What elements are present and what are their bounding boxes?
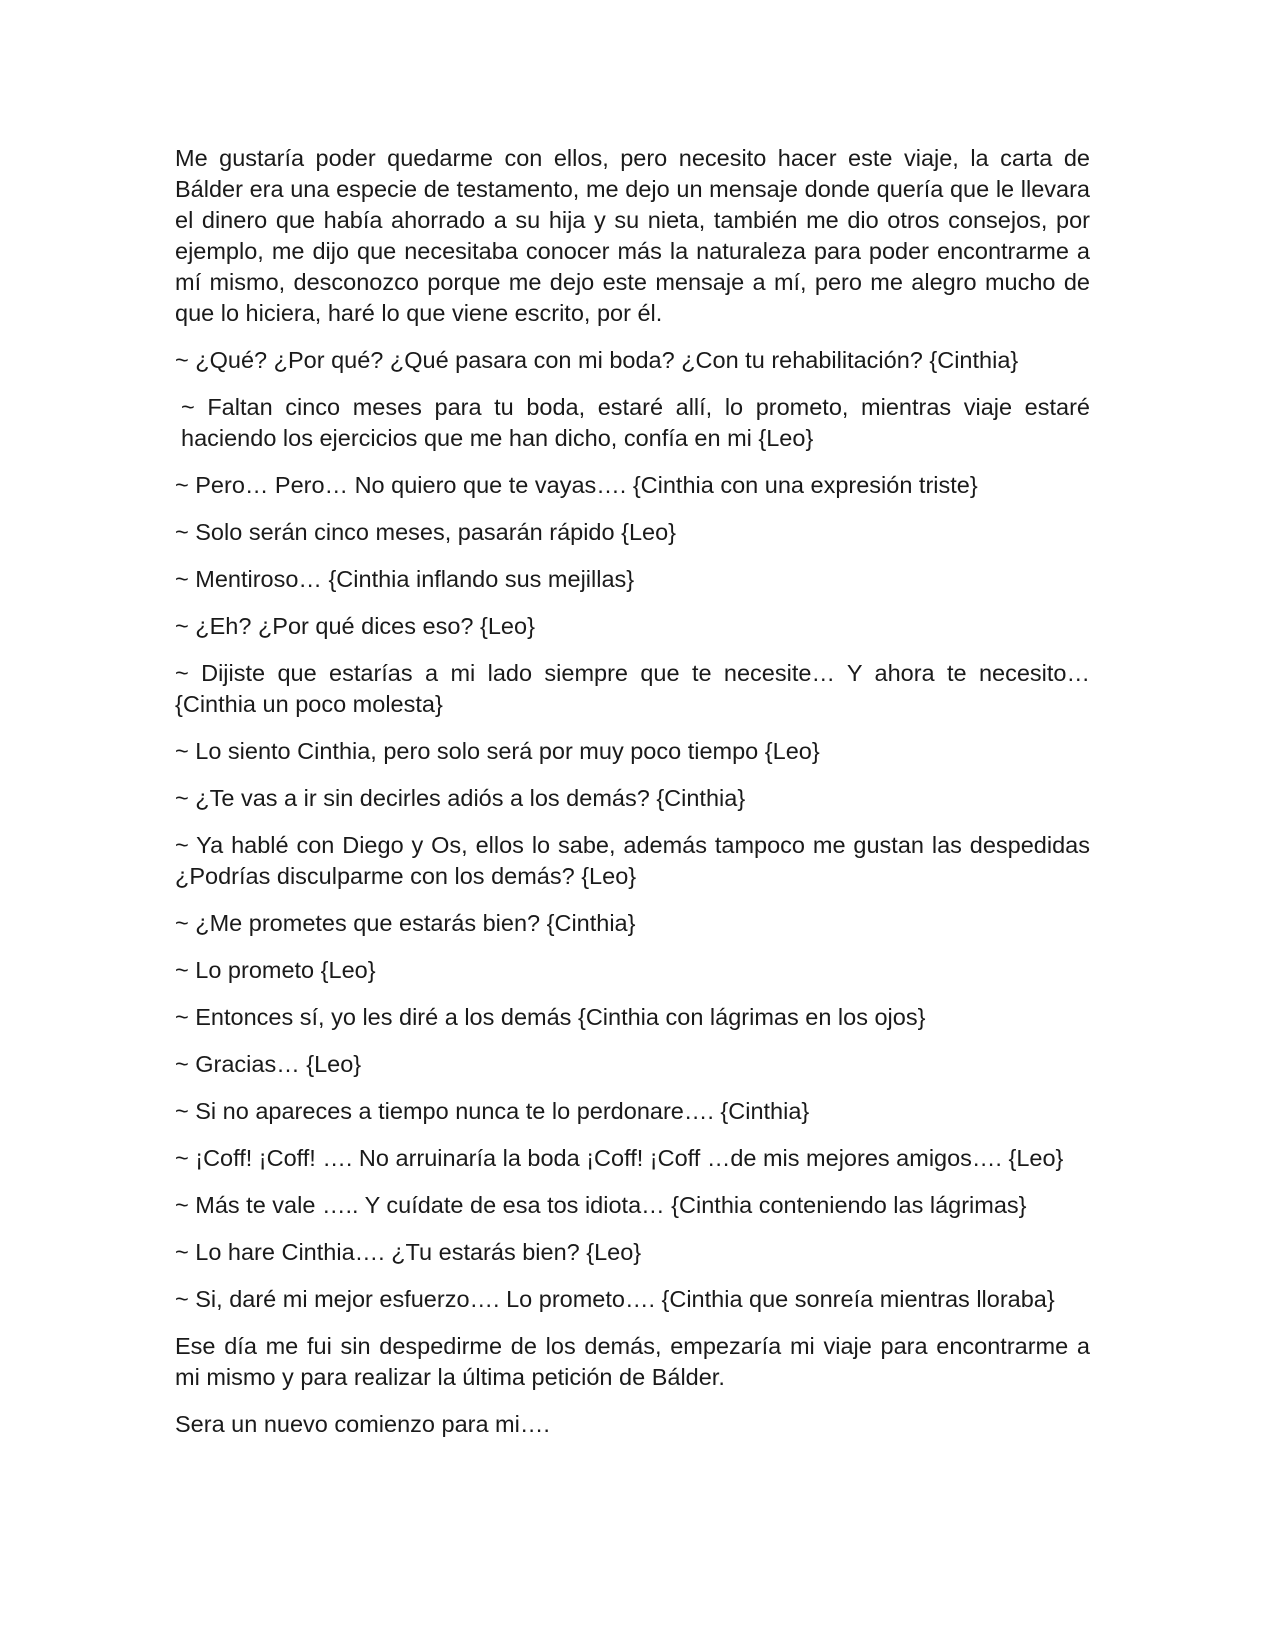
closing-line: Sera un nuevo comienzo para mi…. xyxy=(175,1411,550,1437)
dialogue-line: ~ Mentiroso… {Cinthia inflando sus mejillas} xyxy=(175,566,635,592)
dialogue-line: ~ ¿Me prometes que estarás bien? {Cinthia} xyxy=(175,910,636,936)
narration-paragraph: Ese día me fui sin despedirme de los demás, empezaría mi viaje para encontrarme a mi mismo y para realizar la última petición de Bálder. xyxy=(175,1333,1090,1390)
dialogue-line: ~ ¿Eh? ¿Por qué dices eso? {Leo} xyxy=(175,613,535,639)
dialogue-line: ~ ¡Coff! ¡Coff! …. No arruinaría la boda ¡Coff! ¡Coff …de mis mejores amigos…. {Leo} xyxy=(175,1145,1064,1171)
dialogue-line: ~ ¿Qué? ¿Por qué? ¿Qué pasara con mi boda? ¿Con tu rehabilitación? {Cinthia} xyxy=(175,347,1019,373)
dialogue-line: ~ Dijiste que estarías a mi lado siempre que te necesite… Y ahora te necesito… {Cinthia un poco molesta} xyxy=(175,660,1090,717)
dialogue-line: ~ Solo serán cinco meses, pasarán rápido {Leo} xyxy=(175,519,677,545)
document-page xyxy=(175,143,1090,1456)
dialogue-line: ~ ¿Te vas a ir sin decirles adiós a los demás? {Cinthia} xyxy=(175,785,746,811)
dialogue-line: ~ Pero… Pero… No quiero que te vayas…. {Cinthia con una expresión triste} xyxy=(175,472,978,498)
dialogue-line: ~ Lo siento Cinthia, pero solo será por muy poco tiempo {Leo} xyxy=(175,738,820,764)
dialogue-line: ~ Lo prometo {Leo} xyxy=(175,957,376,983)
dialogue-line: ~ Gracias… {Leo} xyxy=(175,1051,362,1077)
dialogue-line: ~ Si no apareces a tiempo nunca te lo perdonare…. {Cinthia} xyxy=(175,1098,810,1124)
dialogue-line: ~ Faltan cinco meses para tu boda, estaré allí, lo prometo, mientras viaje estaré haciendo los ejercicios que me han dicho, confía en mi {Leo} xyxy=(181,394,1090,451)
dialogue-line: ~ Entonces sí, yo les diré a los demás {Cinthia con lágrimas en los ojos} xyxy=(175,1004,926,1030)
dialogue-line: ~ Lo hare Cinthia…. ¿Tu estarás bien? {Leo} xyxy=(175,1239,642,1265)
dialogue-line: ~ Más te vale ….. Y cuídate de esa tos idiota… {Cinthia conteniendo las lágrimas} xyxy=(175,1192,1027,1218)
dialogue-line: ~ Si, daré mi mejor esfuerzo…. Lo prometo…. {Cinthia que sonreía mientras lloraba} xyxy=(175,1286,1055,1312)
dialogue-line: ~ Ya hablé con Diego y Os, ellos lo sabe, además tampoco me gustan las despedidas ¿Podrías disculparme con los demás? {Leo} xyxy=(175,832,1090,889)
narration-paragraph: Me gustaría poder quedarme con ellos, pero necesito hacer este viaje, la carta de Bálder era una especie de testamento, me dejo un mensaje donde quería que le llevara el dinero que había ahorrado a su hija y su nieta, también me dio otros consejos, por ejemplo, me dijo que necesitaba conocer más la naturaleza para poder encontrarme a mí mismo, desconozco porque me dejo este mensaje a mí, pero me alegro mucho de que lo hiciera, haré lo que viene escrito, por él. xyxy=(175,145,1090,326)
